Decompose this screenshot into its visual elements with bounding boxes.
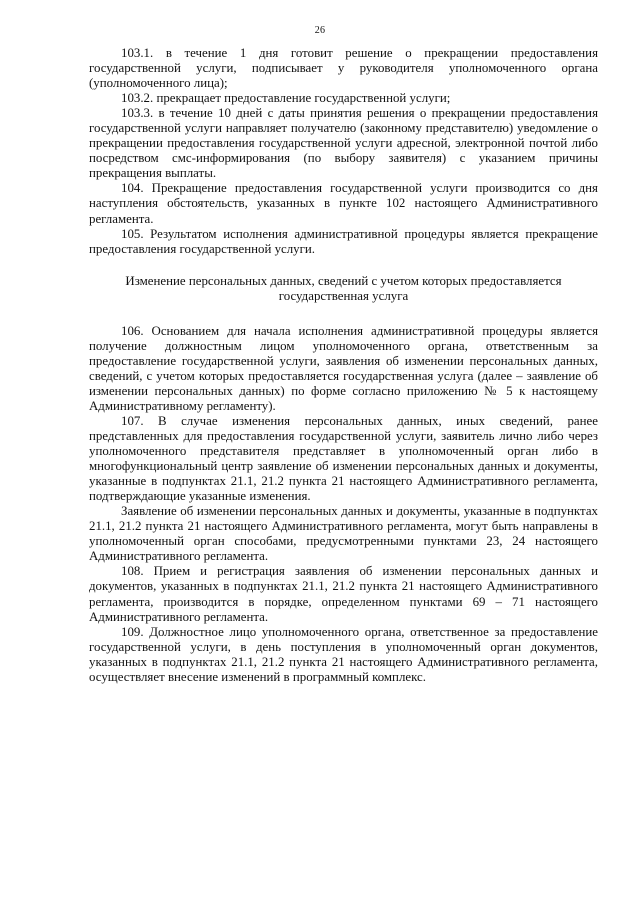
- paragraph-107-continued: Заявление об изменении персональных данных и документы, указанные в подпунктах 21.1, 21.2 пункта 21 настоящего Административного регламента, могут быть направлены в уполномоченный орган способами, предусмотренными пунктами 23, 24 настоящего Административного регламента.: [89, 504, 598, 564]
- paragraph-105: 105. Результатом исполнения административной процедуры является прекращение предоставления государственной услуги.: [89, 226, 598, 256]
- section-heading: Изменение персональных данных, сведений с учетом которых предоставляется государственная услуга: [125, 273, 562, 304]
- paragraph-108: 108. Прием и регистрация заявления об изменении персональных данных и документов, указанных в подпунктах 21.1, 21.2 пункта 21 настоящего Административного регламента, производится в порядке, определенном пунктами 69 – 71 настоящего Административного регламента.: [89, 564, 598, 624]
- paragraph-107: 107. В случае изменения персональных данных, иных сведений, ранее представленных для предоставления государственной услуги, заявитель лично либо через уполномоченного представителя представляет в уполномоченный орган либо в многофункциональный центр заявление об изменении персональных данных и документы, указанные в подпунктах 21.1, 21.2 пункта 21 настоящего Административного регламента, подтверждающие указанные изменения.: [89, 413, 598, 504]
- document-body: [89, 46, 598, 685]
- page-number: 26: [314, 25, 326, 36]
- paragraph-109: 109. Должностное лицо уполномоченного органа, ответственное за предоставление государственной услуги, в день поступления в уполномоченный орган документов, указанных в подпунктах 21.1, 21.2 пункта 21 настоящего Административного регламента, осуществляет внесение изменений в программный комплекс.: [89, 624, 598, 684]
- paragraph-104: 104. Прекращение предоставления государственной услуги производится со дня наступления обстоятельств, указанных в пункте 102 настоящего Административного регламента.: [89, 181, 598, 226]
- paragraph-103-3: 103.3. в течение 10 дней с даты принятия решения о прекращении предоставления государственной услуги направляет получателю (законному представителю) уведомление о прекращении предоставления государственной услуги адресной, электронной почтой либо посредством смс-информирования (по выбору заявителя) с указанием причины прекращения выплаты.: [89, 106, 598, 181]
- paragraph-106: 106. Основанием для начала исполнения административной процедуры является получение должностным лицом уполномоченного органа, ответственным за предоставление государственной услуги, заявления об изменении персональных данных, сведений, с учетом которых предоставляется государственная услуга (далее – заявление об изменении персональных данных) по форме согласно приложению № 5 к настоящему Административному регламенту).: [89, 323, 598, 413]
- paragraph-103-1: 103.1. в течение 1 дня готовит решение о прекращении предоставления государственной услуги, подписывает у руководителя уполномоченного органа (уполномоченного лица);: [89, 46, 598, 91]
- paragraph-103-2: 103.2. прекращает предоставление государственной услуги;: [121, 91, 451, 106]
